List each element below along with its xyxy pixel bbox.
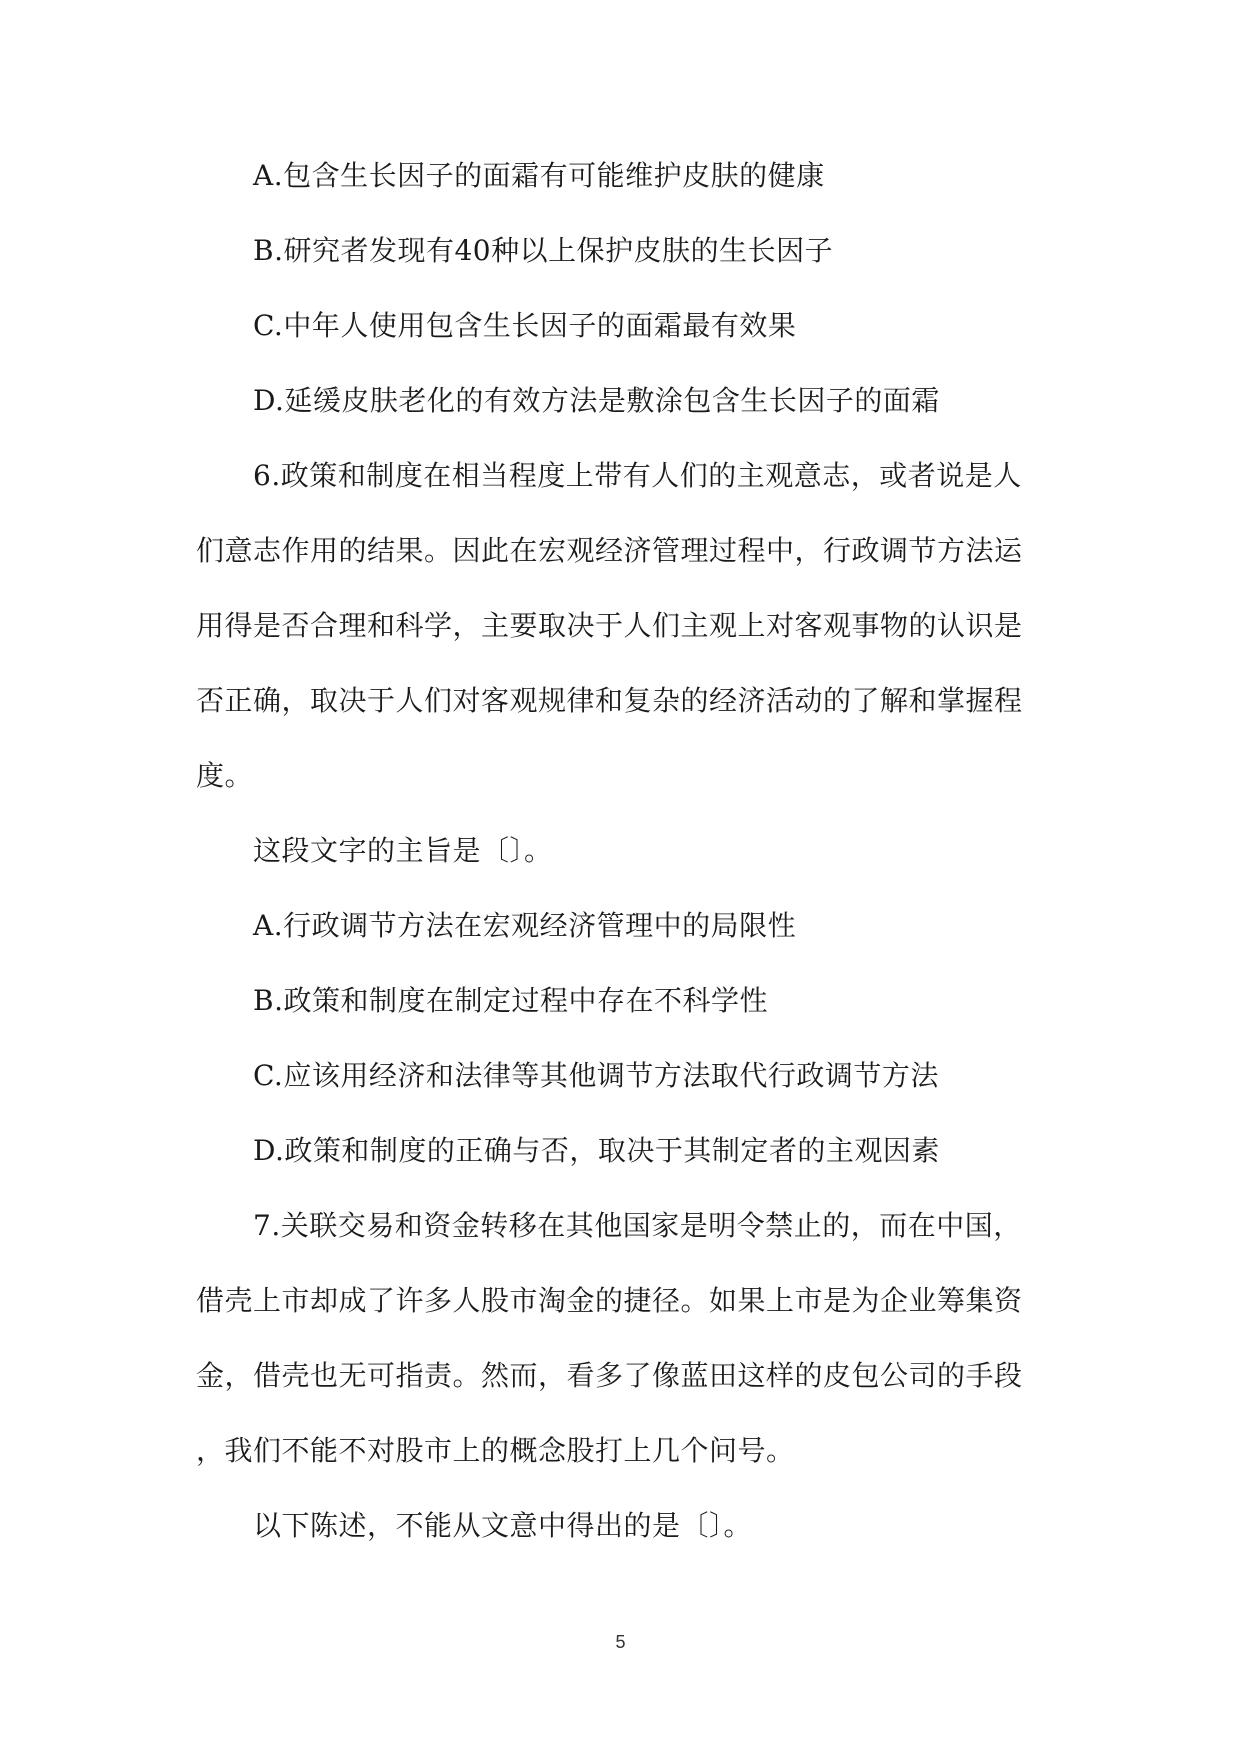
option-b-q6: B.政策和制度在制定过程中存在不科学性	[253, 984, 768, 1017]
question-6-prompt: 这段文字的主旨是〔〕。	[253, 834, 553, 867]
question-6-line-1: 6.政策和制度在相当程度上带有人们的主观意志，或者说是人	[253, 459, 1022, 492]
question-6-line-4: 否正确，取决于人们对客观规律和复杂的经济活动的了解和掌握程	[196, 684, 1023, 717]
option-d-q5: D.延缓皮肤老化的有效方法是敷涂包含生长因子的面霜	[253, 384, 940, 417]
option-c-q5: C.中年人使用包含生长因子的面霜最有效果	[253, 309, 797, 342]
question-6-line-2: 们意志作用的结果。因此在宏观经济管理过程中，行政调节方法运	[196, 534, 1023, 567]
question-6-line-5: 度。	[196, 759, 254, 792]
question-7-line-1: 7.关联交易和资金转移在其他国家是明令禁止的，而在中国，	[253, 1209, 1022, 1242]
option-c-q6: C.应该用经济和法律等其他调节方法取代行政调节方法	[253, 1059, 939, 1092]
question-6-line-3: 用得是否合理和科学，主要取决于人们主观上对客观事物的认识是	[196, 609, 1023, 642]
option-a-q6: A.行政调节方法在宏观经济管理中的局限性	[253, 909, 797, 942]
option-d-q6: D.政策和制度的正确与否，取决于其制定者的主观因素	[253, 1134, 940, 1167]
option-a-q5: A.包含生长因子的面霜有可能维护皮肤的健康	[253, 159, 825, 192]
question-7-prompt: 以下陈述，不能从文意中得出的是〔〕。	[253, 1509, 753, 1542]
question-7-line-3: 金，借壳也无可指责。然而，看多了像蓝田这样的皮包公司的手段	[196, 1359, 1023, 1392]
page-number: 5	[615, 1632, 626, 1652]
question-7-line-4: ，我们不能不对股市上的概念股打上几个问号。	[196, 1434, 795, 1467]
question-7-line-2: 借壳上市却成了许多人股市淘金的捷径。如果上市是为企业筹集资	[196, 1284, 1023, 1317]
option-b-q5: B.研究者发现有40种以上保护皮肤的生长因子	[253, 234, 834, 267]
